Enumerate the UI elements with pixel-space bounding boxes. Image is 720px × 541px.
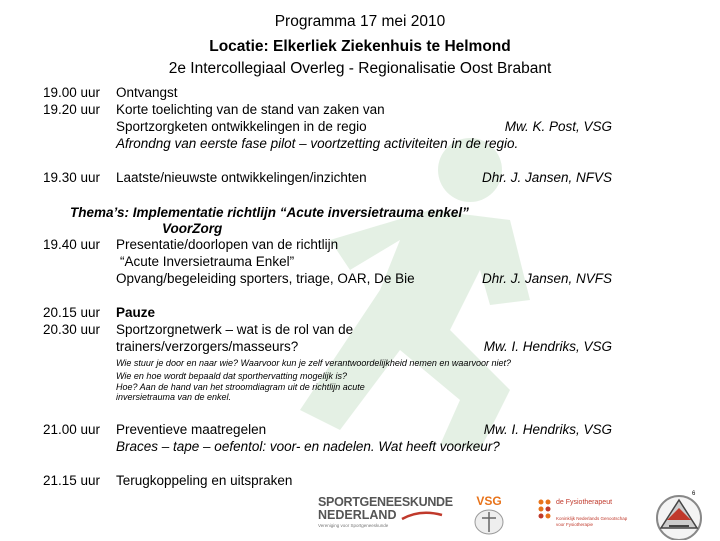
item-title: Presentatie/doorlopen van de richtlijn [116,237,339,252]
theme-heading: Thema’s: Implementatie richtlijn “Acute inversietrauma enkel” [70,205,469,220]
location-value: Elkerliek Ziekenhuis te Helmond [273,38,511,55]
item-title: Preventieve maatregelen [116,422,267,437]
sgn-tagline: Vereniging voor Sportgeneeskunde [318,523,389,528]
speaker: Dhr. J. Jansen, NVFS [481,271,612,286]
sgn-line2: NEDERLAND [318,509,453,522]
dots-icon [536,498,554,520]
time-2030: 20.30 uur [43,322,101,337]
item-line: trainers/verzorgers/masseurs? [116,339,299,354]
question: Wie stuur je door en naar wie? Waarvoor kun je zelf verantwoordelijkheid nemen en waarvoor niet? [116,358,511,368]
speaker: Dhr. J. Jansen, NFVS [481,170,612,185]
location-label: Locatie: [209,38,269,55]
time-2100: 21.00 uur [43,422,101,437]
subtitle: 2e Intercollegiaal Overleg - Regionalisatie Oost Brabant [168,60,552,77]
sgn-line1: SPORTGENEESKUNDE [318,495,453,509]
question: Wie en hoe wordt bepaald dat sporthervatting mogelijk is? [116,371,348,381]
item-line: Opvang/begeleiding sporters, triage, OAR, De Bie [116,271,415,286]
item-line: “Acute Inversietrauma Enkel” [120,254,295,269]
theme-sub: VoorZorg [162,221,223,236]
item-title: Terugkoppeling en uitspraken [116,473,293,488]
location-line [0,37,720,57]
item-title: Korte toelichting van de stand van zaken van [116,102,385,117]
time-1900: 19.00 uur [43,85,101,100]
time-1930: 19.30 uur [43,170,101,185]
vsg-logo [472,494,506,536]
time-1920: 19.20 uur [43,102,101,117]
swoosh-icon [400,511,444,521]
question: Hoe? Aan de hand van het stroomdiagram uit de richtlijn acute [116,382,365,392]
regional-network-logo-icon [643,484,715,540]
fysio-sub2: voor Fysiotherapie [556,522,594,527]
page-number: 6 [692,491,696,497]
question: inversietrauma van de enkel. [116,392,232,402]
time-2115: 21.15 uur [43,473,101,488]
sportgeneeskunde-logo [318,496,453,528]
time-2015: 20.15 uur [43,305,101,320]
item-line: Afrondng van eerste fase pilot – voortzetting activiteiten in de regio. [116,136,519,151]
item-title: Laatste/nieuwste ontwikkelingen/inzichten [116,170,367,185]
item-title: Sportzorgnetwerk – wat is de rol van de [116,322,354,337]
page-title: Programma 17 mei 2010 [274,13,446,30]
time-1940: 19.40 uur [43,237,101,252]
item-title: Pauze [116,305,156,320]
item-title: Ontvangst [116,85,178,100]
vsg-text: VSG [476,494,502,508]
fysio-sub1: Koninklijk Nederlands Genootschap [556,516,628,521]
speaker: Mw. K. Post, VSG [504,119,612,134]
fysio-name: de Fysiotherapeut [556,499,613,506]
speaker: Mw. I. Hendriks, VSG [483,339,612,354]
item-line: Sportzorgketen ontwikkelingen in de regio [116,119,367,134]
vsg-emblem-icon [472,508,506,536]
speaker: Mw. I. Hendriks, VSG [483,422,612,437]
item-line: Braces – tape – oefentol: voor- en nadelen. Wat heeft voorkeur? [116,439,500,454]
